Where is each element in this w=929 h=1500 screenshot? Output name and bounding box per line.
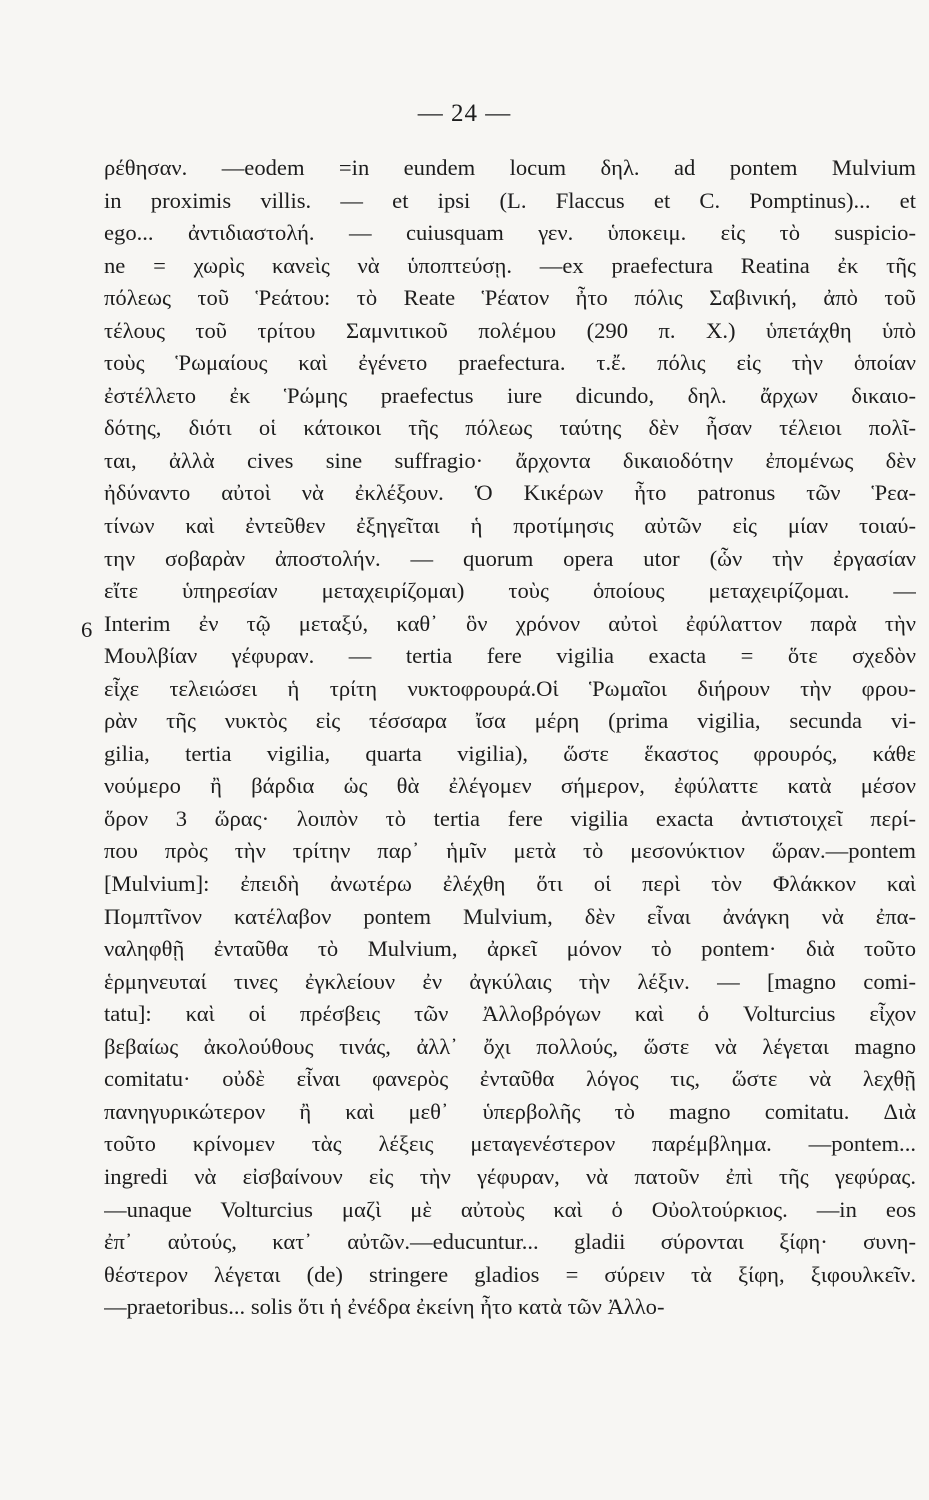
text-line: ingredi νὰ εἰσβαίνουν εἰς τὴν γέφυραν, νὰ πατοῦν ἐπὶ τῆς γεφύρας. <box>104 1163 916 1189</box>
text-line: τέλους τοῦ τρίτου Σαμνιτικοῦ πολέμου (290 π. Χ.) ὑπετάχθη ὑπὸ <box>104 317 916 343</box>
text-line: την σοβαρὰν ἀποστολήν. — quorum opera utor (ὧν τὴν ἐργασίαν <box>104 545 916 571</box>
text-line: ὅρον 3 ὥρας· λοιπὸν τὸ tertia fere vigilia exacta ἀντιστοιχεῖ περί- <box>104 805 916 831</box>
text-line: που πρὸς τὴν τρίτην παρ᾽ ἡμῖν μετὰ τὸ μεσονύκτιον ὥραν.—pontem <box>104 838 916 864</box>
text-line: εἴτε ὑπηρεσίαν μεταχειρίζομαι) τοὺς ὁποίους μεταχειρίζομαι. — <box>104 578 916 604</box>
text-line: δότης, διότι οἱ κάτοικοι τῆς πόλεως ταύτης δὲν ἦσαν τέλειοι πολῖ- <box>104 415 916 441</box>
text-line: —unaque Volturcius μαζὶ μὲ αὐτοὺς καὶ ὁ Οὐολτούρκιος. —in eos <box>104 1196 916 1222</box>
text-line: tatu]: καὶ οἱ πρέσβεις τῶν Ἀλλοβρόγων καὶ ὁ Volturcius εἶχον <box>104 1001 916 1027</box>
text-line: πανηγυρικώτερον ἢ καὶ μεθ᾽ ὑπερβολῆς τὸ magno comitatu. Διὰ <box>104 1098 916 1124</box>
text-line: ego... ἀντιδιαστολή. — cuiusquam γεν. ὑποκειμ. εἰς τὸ suspicio- <box>104 220 916 246</box>
text-line: ἑρμηνευταί τινες ἐγκλείουν ἐν ἀγκύλαις τὴν λέξιν. — [magno comi- <box>104 968 916 994</box>
text-line: Πομπτῖνον κατέλαβον pontem Mulvium, δὲν εἶναι ἀνάγκη νὰ ἐπα- <box>104 903 916 929</box>
text-line: τοῦτο κρίνομεν τὰς λέξεις μεταγενέστερον παρέμβλημα. —pontem... <box>104 1131 916 1157</box>
text-line: in proximis villis. — et ipsi (L. Flaccus et C. Pomptinus)... et <box>104 187 916 213</box>
text-line: ρέθησαν. —eodem =in eundem locum δηλ. ad pontem Mulvium <box>104 155 916 180</box>
body-text <box>104 152 916 1324</box>
text-line: ne = χωρὶς κανεὶς νὰ ὑποπτεύσῃ. —ex praefectura Reatina ἐκ τῆς <box>104 252 916 278</box>
text-line: πόλεως τοῦ Ῥεάτου: τὸ Reate Ῥέατον ἦτο πόλις Σαβινική, ἀπὸ τοῦ <box>104 285 916 311</box>
text-line: τίνων καὶ ἐντεῦθεν ἐξηγεῖται ἡ προτίμησις αὐτῶν εἰς μίαν τοιαύ- <box>104 513 916 539</box>
text-line: τοὺς Ῥωμαίους καὶ ἐγένετο praefectura. τ.ἔ. πόλις εἰς τὴν ὁποίαν <box>104 350 916 376</box>
text-line: comitatu· οὐδὲ εἶναι φανερὸς ἐνταῦθα λόγος τις, ὥστε νὰ λεχθῇ <box>104 1066 916 1092</box>
text-line: ναληφθῇ ἐνταῦθα τὸ Mulvium, ἀρκεῖ μόνον τὸ pontem· διὰ τοῦτο <box>104 936 916 962</box>
text-line: ἐπ᾽ αὐτούς, κατ᾽ αὐτῶν.—educuntur... gladii σύρονται ξίφη· συνη- <box>104 1229 916 1255</box>
text-line: Μουλβίαν γέφυραν. — tertia fere vigilia exacta = ὅτε σχεδὸν <box>104 643 916 669</box>
text-line: Interim ἐν τῷ μεταξύ, καθ᾽ ὃν χρόνον αὐτοὶ ἐφύλαττον παρὰ τὴν <box>104 610 916 636</box>
text-line: θέστερον λέγεται (de) stringere gladios = σύρειν τὰ ξίφη, ξιφουλκεῖν. <box>104 1261 916 1287</box>
text-line: βεβαίως ἀκολούθους τινάς, ἀλλ᾽ ὄχι πολλούς, ὥστε νὰ λέγεται magno <box>104 1033 916 1059</box>
text-line: εἶχε τελειώσει ἡ τρίτη νυκτοφρουρά.Οἱ Ῥωμαῖοι διήρουν τὴν φρου- <box>104 675 916 701</box>
text-line: ἐστέλλετο ἐκ Ῥώμης praefectus iure dicundo, δηλ. ἄρχων δικαιο- <box>104 382 916 408</box>
text-line: ἠδύναντο αὐτοὶ νὰ ἐκλέξουν. Ὁ Κικέρων ἦτο patronus τῶν Ῥεα- <box>104 480 916 506</box>
text-line: νούμερο ἢ βάρδια ὡς θὰ ἐλέγομεν σήμερον, ἐφύλαττε κατὰ μέσον <box>104 773 916 799</box>
text-line: ται, ἀλλὰ cives sine suffragio· ἄρχοντα δικαιοδότην ἐπομένως δὲν <box>104 447 916 473</box>
text-line: [Mulvium]: ἐπειδὴ ἀνωτέρω ἐλέχθη ὅτι οἱ περὶ τὸν Φλάκκον καὶ <box>104 871 916 897</box>
text-line: —praetoribus... solis ὅτι ἡ ἐνέδρα ἐκείνη ἦτο κατὰ τῶν Ἀλλο- <box>104 1294 665 1320</box>
text-line: ρὰν τῆς νυκτὸς εἰς τέσσαρα ἴσα μέρη (prima vigilia, secunda vi- <box>104 708 916 734</box>
margin-note: 6 <box>81 617 93 642</box>
page-number: — 24 — <box>417 100 512 127</box>
text-line: gilia, tertia vigilia, quarta vigilia), ὥστε ἕκαστος φρουρός, κάθε <box>104 740 916 766</box>
